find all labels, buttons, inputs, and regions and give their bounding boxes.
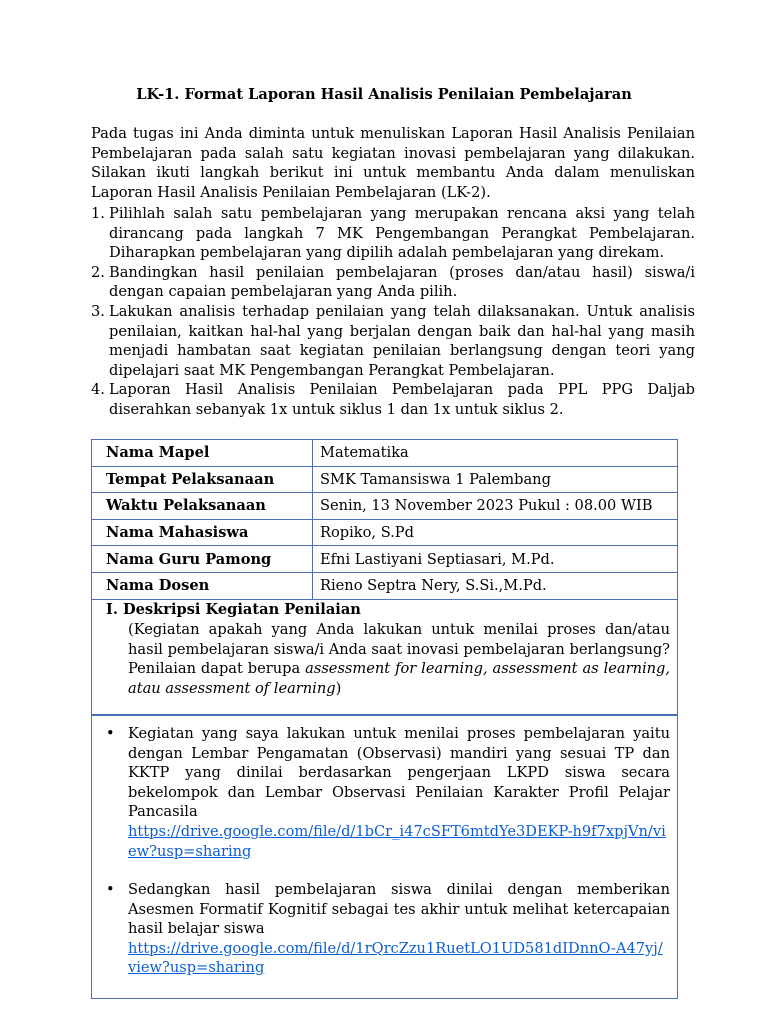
step-item — [91, 263, 695, 302]
document-title: LK-1. Format Laporan Hasil Analisis Penilaian Pembelajaran — [136, 86, 632, 103]
step-number: 3. — [91, 302, 105, 320]
table-row — [92, 493, 678, 520]
intro-paragraph: Pada tugas ini Anda diminta untuk menuliskan Laporan Hasil Analisis Penilaian Pembelajaran pada salah satu kegiatan inovasi pembelajaran yang dilakukan. Silakan ikuti langkah berikut ini untuk membantu Anda dalam menuliskan Laporan Hasil Analisis Penilaian Pembelajaran (LK-2). — [91, 125, 695, 201]
row-value: Matematika — [313, 440, 678, 467]
step-item — [91, 204, 695, 263]
step-number: 2. — [91, 263, 105, 281]
section-description — [128, 620, 670, 698]
activity-content-box — [91, 715, 678, 999]
row-label: Waktu Pelaksanaan — [92, 493, 313, 520]
section-description-italic: assessment for learning, assessment as learning, atau assessment of learning — [128, 660, 671, 697]
row-label: Nama Dosen — [92, 572, 313, 599]
row-value: SMK Tamansiswa 1 Palembang — [313, 466, 678, 493]
table-row — [92, 519, 678, 546]
step-number: 1. — [91, 205, 105, 222]
step-item — [91, 302, 695, 380]
table-row — [92, 466, 678, 493]
row-label: Nama Mapel — [92, 440, 313, 467]
bullet-icon: • — [106, 881, 115, 898]
bullet-icon: • — [106, 725, 115, 742]
row-label: Nama Guru Pamong — [92, 546, 313, 573]
table-row — [92, 546, 678, 573]
table-row — [92, 572, 678, 599]
activity-bullet — [106, 724, 670, 861]
step-number: 4. — [91, 381, 105, 399]
drive-link[interactable]: https://drive.google.com/file/d/1rQrcZzu1RuetLO1UD581dIDnnO-A47yj/view?usp=sharing — [128, 939, 663, 977]
bullet-text: Kegiatan yang saya lakukan untuk menilai proses pembelajaran yaitu dengan Lembar Pengamatan (Observasi) mandiri yang sesuai TP dan KKTP yang dinilai berdasarkan pengerjaan LKPD siswa secara bekelompok dan Lembar Observasi Penilaian Karakter Profil Pelajar Pancasila — [128, 725, 670, 821]
step-text: Pilihlah salah satu pembelajaran yang merupakan rencana aksi yang telah dirancang pada langkah 7 MK Pengembangan Perangkat Pembelajaran. Diharapkan pembelajaran yang dipilih adalah pembelajaran yang direkam. — [109, 205, 695, 262]
section-description-close: ) — [335, 679, 342, 697]
row-value: Ropiko, S.Pd — [313, 519, 678, 546]
row-value: Senin, 13 November 2023 Pukul : 08.00 WIB — [313, 493, 678, 520]
activity-bullet — [106, 880, 670, 978]
row-value: Efni Lastiyani Septiasari, M.Pd. — [313, 546, 678, 573]
step-text: Lakukan analisis terhadap penilaian yang telah dilaksanakan. Untuk analisis penilaian, kaitkan hal-hal yang berjalan dengan baik dan hal-hal yang masih menjadi hambatan saat kegiatan penilaian berlangsung dengan teori yang dipelajari saat MK Pengembangan Perangkat Pembelajaran. — [109, 302, 695, 379]
section-description-text: (Kegiatan apakah yang Anda lakukan untuk menilai proses dan/atau hasil pembelajaran siswa/i Anda saat inovasi pembelajaran berlangsung? Penilaian dapat berupa — [128, 621, 670, 678]
section-heading: I. Deskripsi Kegiatan Penilaian — [106, 601, 361, 618]
row-value: Rieno Septra Nery, S.Si.,M.Pd. — [313, 572, 678, 599]
info-table — [91, 439, 678, 600]
row-label: Nama Mahasiswa — [92, 519, 313, 546]
step-text: Laporan Hasil Analisis Penilaian Pembelajaran pada PPL PPG Daljab diserahkan sebanyak 1x untuk siklus 1 dan 1x untuk siklus 2. — [109, 381, 695, 418]
step-item — [91, 380, 695, 419]
row-label: Tempat Pelaksanaan — [92, 466, 313, 493]
step-text: Bandingkan hasil penilaian pembelajaran (proses dan/atau hasil) siswa/i dengan capaian pembelajaran yang Anda pilih. — [109, 263, 695, 301]
steps-list — [91, 204, 695, 420]
bullet-text: Sedangkan hasil pembelajaran siswa dinilai dengan memberikan Asesmen Formatif Kognitif sebagai tes akhir untuk melihat ketercapaian hasil belajar siswa — [128, 881, 670, 938]
table-row — [92, 440, 678, 467]
drive-link[interactable]: https://drive.google.com/file/d/1bCr_i47cSFT6mtdYe3DEKP-h9f7xpjVn/view?usp=sharing — [128, 822, 666, 860]
section-description-box — [91, 599, 678, 715]
